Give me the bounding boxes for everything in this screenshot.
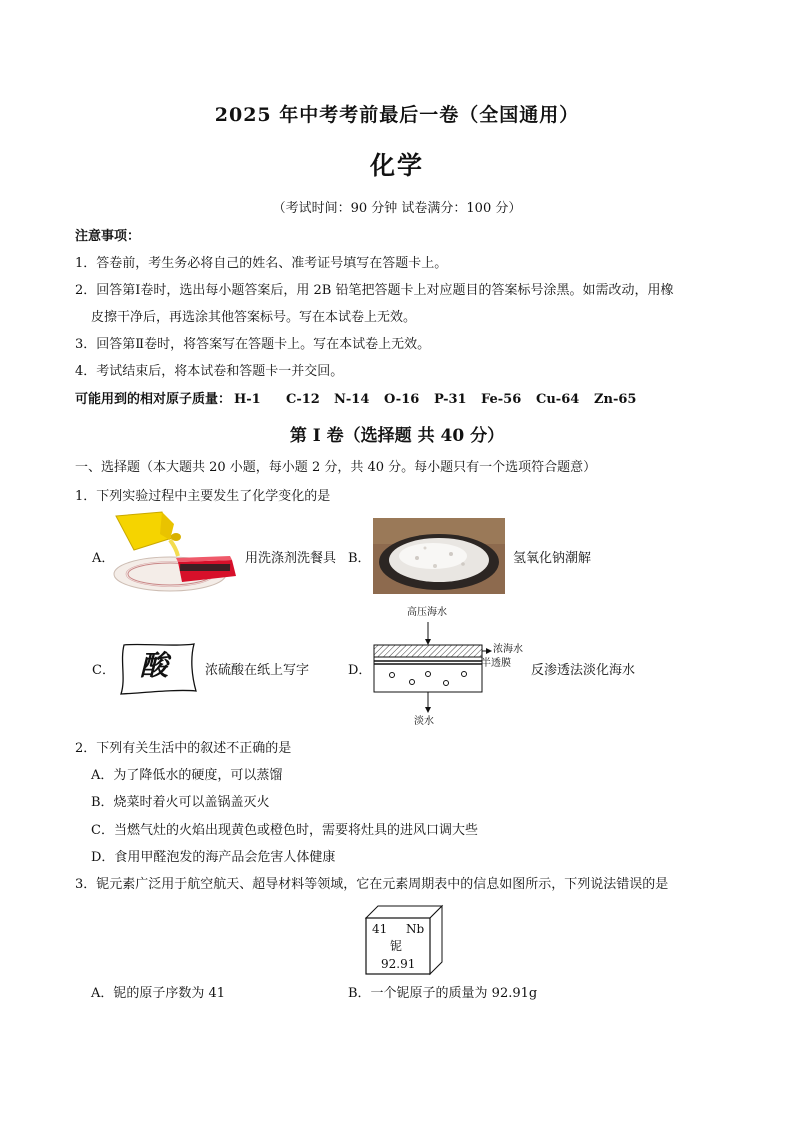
notice-heading: 注意事项： <box>75 229 141 244</box>
notice-item: 3．回答第Ⅱ卷时，将答案写在答题卡上。写在本试卷上无效。 <box>75 337 431 352</box>
atomic-mass-label: 可能用到的相对原子质量： <box>75 392 232 407</box>
q2-option-d: D．食用甲醛泡发的海产品会危害人体健康 <box>91 850 336 865</box>
q1-stem: 1．下列实验过程中主要发生了化学变化的是 <box>75 489 331 504</box>
q1-option-a-letter: A． <box>92 551 115 566</box>
part1-instruction: 一、选择题（本大题共 20 小题，每小题 2 分，共 40 分。每小题只有一个选项符合题意） <box>75 460 597 475</box>
subject-title: 化学 <box>369 151 424 180</box>
element-symbol: Nb <box>406 922 425 936</box>
q1-option-b-letter: B． <box>348 551 371 566</box>
element-atomic-mass: 92.91 <box>381 957 416 971</box>
sodium-hydroxide-image <box>373 518 505 594</box>
diagram-bottom-label: 淡水 <box>414 716 434 727</box>
atomic-mass: P-31 <box>434 392 467 407</box>
q2-option-c: C．当燃气灶的火焰出现黄色或橙色时，需要将灶具的进风口调大些 <box>91 823 478 838</box>
q2-option-b: B．烧菜时着火可以盖锅盖灭火 <box>91 795 270 810</box>
q3-option-b: B．一个铌原子的质量为 92.91g <box>348 986 538 1001</box>
exam-info: （考试时间：90 分钟 试卷满分：100 分） <box>272 201 522 216</box>
element-atomic-number: 41 <box>372 922 388 936</box>
diagram-right-label-concentrate: 浓海水 <box>493 644 523 655</box>
q3-option-a: A．铌的原子序数为 41 <box>91 986 226 1001</box>
q1-option-a-text: 用洗涤剂洗餐具 <box>245 551 337 566</box>
atomic-mass: Zn-65 <box>594 392 637 407</box>
part1-heading: 第 I 卷（选择题 共 40 分） <box>289 426 505 446</box>
diagram-right-label-membrane: 半透膜 <box>481 658 511 669</box>
element-name: 铌 <box>390 939 403 953</box>
atomic-mass: H-1 <box>234 392 261 407</box>
notice-item: 1．答卷前，考生务必将自己的姓名、准考证号填写在答题卡上。 <box>75 256 448 271</box>
q1-option-b-text: 氢氧化钠潮解 <box>513 551 592 566</box>
atomic-mass: O-16 <box>384 392 420 407</box>
notice-item-continued: 皮擦干净后，再选涂其他答案标号。写在本试卷上无效。 <box>91 310 417 325</box>
exam-title: 2025 年中考考前最后一卷（全国通用） <box>214 104 580 126</box>
q2-option-a: A．为了降低水的硬度，可以蒸馏 <box>91 768 283 783</box>
detergent-dish-image <box>112 512 242 594</box>
notice-item: 2．回答第Ⅰ卷时，选出每小题答案后，用 2B 铅笔把答题卡上对应题目的答案标号涂黑。如需改动，用橡 <box>75 283 674 298</box>
q1-option-d-letter: D． <box>348 663 372 678</box>
q1-option-d-text: 反渗透法淡化海水 <box>531 663 636 678</box>
q1-option-c-text: 浓硫酸在纸上写字 <box>205 663 310 678</box>
atomic-mass: C-12 <box>286 392 320 407</box>
atomic-mass: Fe-56 <box>481 392 522 407</box>
atomic-mass-line <box>75 391 231 409</box>
atomic-mass: N-14 <box>334 392 370 407</box>
paper-character: 酸 <box>140 649 169 682</box>
notice-item: 4．考试结束后，将本试卷和答题卡一并交回。 <box>75 364 344 379</box>
q2-stem: 2．下列有关生活中的叙述不正确的是 <box>75 741 292 756</box>
q1-option-c-letter: C． <box>92 663 115 678</box>
atomic-mass: Cu-64 <box>536 392 580 407</box>
diagram-top-label: 高压海水 <box>407 607 447 618</box>
q3-stem: 3．铌元素广泛用于航空航天、超导材料等领域，它在元素周期表中的信息如图所示，下列说法错误的是 <box>75 877 669 892</box>
